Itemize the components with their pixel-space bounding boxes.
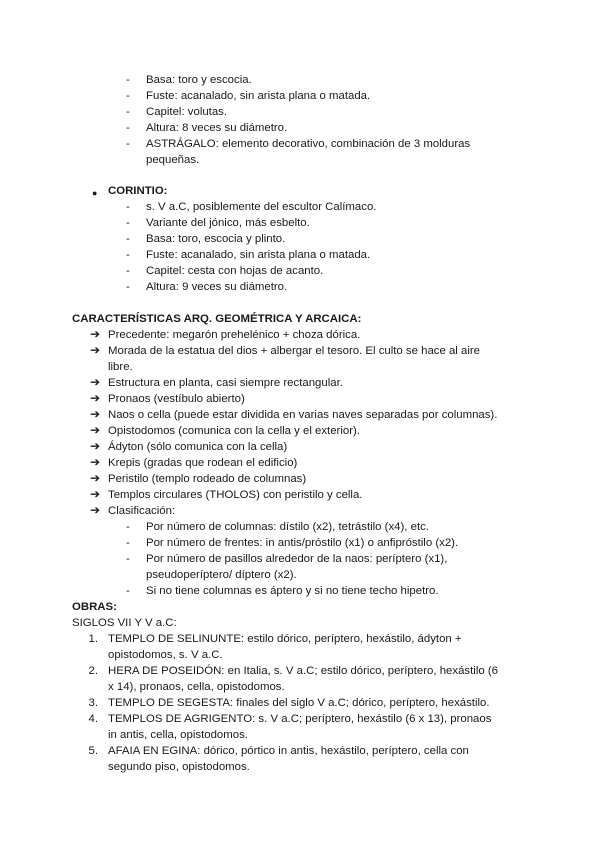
dash-marker: -: [126, 201, 130, 213]
list-item-continuation: pequeñas.: [146, 154, 200, 166]
arrow-right-icon: ➔: [90, 327, 101, 341]
list-item: Pronaos (vestíbulo abierto): [108, 393, 245, 405]
list-number: 2.: [88, 665, 98, 677]
list-item: Clasificación:: [108, 505, 176, 517]
dash-marker: -: [126, 106, 130, 118]
arrow-right-icon: ➔: [90, 391, 101, 405]
arrow-right-icon: ➔: [90, 439, 101, 453]
list-number: 4.: [88, 713, 98, 725]
dash-marker: -: [126, 281, 130, 293]
arrow-right-icon: ➔: [90, 343, 101, 357]
list-item: Naos o cella (puede estar dividida en varias naves separadas por columnas).: [108, 409, 498, 421]
list-item: Peristilo (templo rodeado de columnas): [108, 473, 307, 485]
list-item: Fuste: acanalado, sin arista plana o matada.: [146, 249, 371, 261]
list-item: Capitel: volutas.: [146, 106, 228, 118]
list-item-continuation: libre.: [108, 361, 133, 373]
list-item: Por número de frentes: in antis/próstilo (x1) o anfipróstilo (x2).: [146, 537, 459, 549]
dash-marker: -: [126, 122, 130, 134]
list-item: Estructura en planta, casi siempre rectangular.: [108, 377, 343, 389]
list-item: TEMPLO DE SELINUNTE: estilo dórico, períptero, hexástilo, ádyton +: [108, 633, 462, 645]
list-item-continuation: in antis, cella, opistodomos.: [108, 729, 248, 741]
dash-marker: -: [126, 74, 130, 86]
list-item-continuation: segundo piso, opistodomos.: [108, 761, 250, 773]
list-item: ASTRÁGALO: elemento decorativo, combinación de 3 molduras: [146, 138, 471, 150]
list-number: 3.: [88, 697, 98, 709]
section-subheading: SIGLOS VII Y V a.C:: [72, 617, 177, 629]
arrow-right-icon: ➔: [90, 407, 101, 421]
bullet-icon: ●: [92, 188, 98, 198]
list-item: AFAIA EN EGINA: dórico, pórtico in antis, hexástilo, períptero, cella con: [108, 745, 469, 757]
list-item-continuation: pseudoperíptero/ díptero (x2).: [146, 569, 297, 581]
list-item: TEMPLOS DE AGRIGENTO: s. V a.C; períptero, hexástilo (6 x 13), pronaos: [108, 713, 492, 725]
list-item: Morada de la estatua del dios + albergar el tesoro. El culto se hace al aire: [108, 345, 480, 357]
list-item: HERA DE POSEIDÓN: en Italia, s. V a.C; estilo dórico, períptero, hexástilo (6: [108, 665, 498, 677]
dash-marker: -: [126, 90, 130, 102]
list-item-continuation: opistodomos, s. V a.C.: [108, 649, 223, 661]
arrow-right-icon: ➔: [90, 471, 101, 485]
list-item-continuation: x 14), pronaos, cella, opistodomos.: [108, 681, 285, 693]
arrow-right-icon: ➔: [90, 455, 101, 469]
list-number: 5.: [88, 745, 98, 757]
dash-marker: -: [126, 249, 130, 261]
list-item: Capitel: cesta con hojas de acanto.: [146, 265, 324, 277]
list-item: Basa: toro, escocia y plinto.: [146, 233, 286, 245]
arrow-right-icon: ➔: [90, 503, 101, 517]
list-item: Altura: 8 veces su diámetro.: [146, 122, 288, 134]
dash-marker: -: [126, 265, 130, 277]
list-item: Por número de pasillos alrededor de la naos: períptero (x1),: [146, 553, 448, 565]
dash-marker: -: [126, 553, 130, 565]
list-item: Opistodomos (comunica con la cella y el exterior).: [108, 425, 360, 437]
list-item: Basa: toro y escocia.: [146, 74, 252, 86]
section-heading: OBRAS:: [72, 601, 117, 613]
list-item: Templos circulares (THOLOS) con peristilo y cella.: [108, 489, 363, 501]
list-item: Fuste: acanalado, sin arista plana o matada.: [146, 90, 371, 102]
list-item: Krepis (gradas que rodean el edificio): [108, 457, 298, 469]
list-item: Variante del jónico, más esbelto.: [146, 217, 310, 229]
list-item: Precedente: megarón prehelénico + choza dórica.: [108, 329, 361, 341]
corintio-heading: CORINTIO:: [108, 185, 168, 197]
list-item: Altura: 9 veces su diámetro.: [146, 281, 288, 293]
arrow-right-icon: ➔: [90, 423, 101, 437]
dash-marker: -: [126, 138, 130, 150]
list-item: TEMPLO DE SEGESTA: finales del siglo V a.C; dórico, períptero, hexástilo.: [108, 697, 490, 709]
list-item: Por número de columnas: dístilo (x2), tetrástilo (x4), etc.: [146, 521, 429, 533]
dash-marker: -: [126, 521, 130, 533]
dash-marker: -: [126, 585, 130, 597]
arrow-right-icon: ➔: [90, 375, 101, 389]
dash-marker: -: [126, 233, 130, 245]
list-item: Si no tiene columnas es áptero y si no tiene techo hipetro.: [146, 585, 439, 597]
section-heading: CARACTERÍSTICAS ARQ. GEOMÉTRICA Y ARCAICA:: [72, 313, 362, 325]
list-number: 1.: [88, 633, 98, 645]
dash-marker: -: [126, 537, 130, 549]
dash-marker: -: [126, 217, 130, 229]
arrow-right-icon: ➔: [90, 487, 101, 501]
list-item: Ádyton (sólo comunica con la cella): [108, 441, 288, 453]
list-item: s. V a.C, posiblemente del escultor Calímaco.: [146, 201, 377, 213]
